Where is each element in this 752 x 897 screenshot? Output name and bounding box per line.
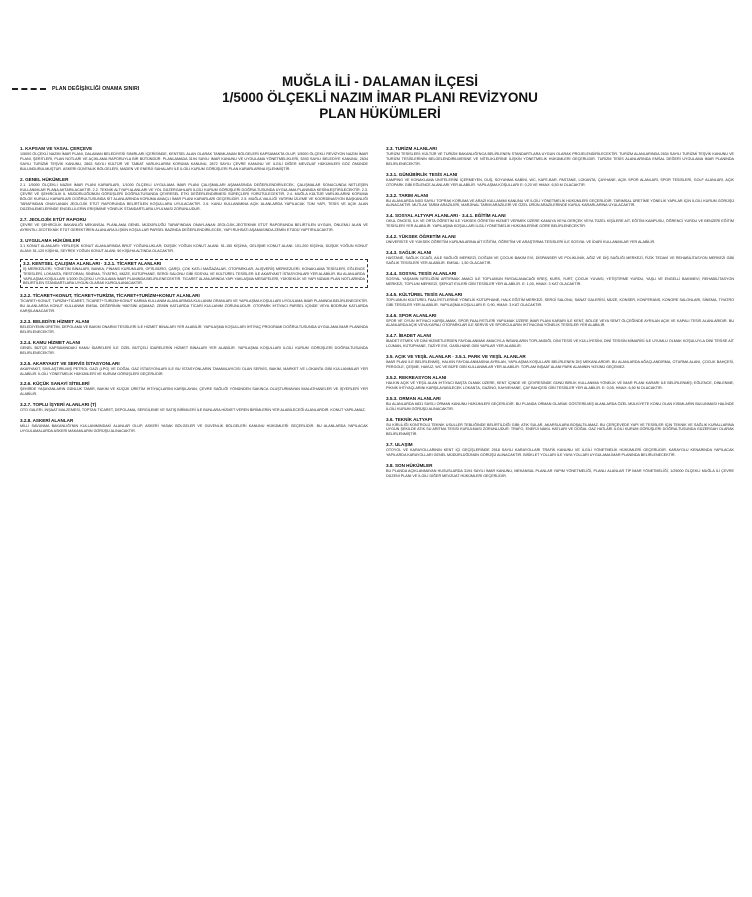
regulation-section [386, 271, 734, 287]
title-plan: 1/5000 ÖLÇEKLİ NAZIM İMAR PLANI REVİZYONU [222, 90, 538, 105]
section-text: 3.1 KONUT ALANLARI: YERLEŞİK KONUT ALANLARINDA BRÜT YOĞUNLUKLAR; DÜŞÜK YOĞUN KONUT ALANI: 51-150 KİŞİ/HA, GELİŞME KONUT ALANI: 101-200 KİŞİ/HA, DÜŞÜK YOĞUN KONUT ALANI: 51-120 KİŞİ/HA, SEYREK YOĞUN KONUT ALANI: 50 KİŞİ/HA ALTINDA OLACAKTIR. [20, 243, 368, 253]
regulation-section [20, 293, 368, 314]
regulation-section [386, 234, 734, 245]
section-heading: 3.2.4. KAMU HİZMET ALANI [20, 339, 81, 345]
section-text: AKARYAKIT, SIVILAŞTIRILMIŞ PETROL GAZI (LPG) VE DOĞAL GAZ İSTASYONLARI İLE BU İSTASYONLARIN TAMAMLAYICISI OLAN SERVİS, BAKIM, MARKET VE LOKANTA GİBİ KULLANIMLAR YER ALABİLİR. İLGİLİ YÖNETMELİK HÜKÜMLERİ VE KURUM GÖRÜŞLERİ GEÇERLİDİR. [20, 366, 368, 376]
legend [12, 86, 139, 92]
title-location: MUĞLA İLİ - DALAMAN İLÇESİ [282, 74, 478, 89]
regulations-body [20, 146, 735, 484]
section-text: ÇEVRE VE ŞEHİRCİLİK BAKANLIĞI MEKANSAL PLANLAMA GENEL MÜDÜRLÜĞÜ TARAFINDAN ONAYLANAN JEOLOJİK-JEOTEKNİK ETÜT RAPORUNDA BELİRTİLEN UYGUN, ÖNLEMLİ ALAN VE AYRINTILI JEOTEKNİK ETÜT GEREKTİREN ALANLARA İLİŞKİN KOŞULLAR PARSEL BAZINDA DEĞERLENDİRİLECEK, YAPI RUHSATI AŞAMASINDA ZEMİN ETÜDÜ YAPTIRILACAKTIR. [20, 223, 368, 232]
section-text: OKUL ÖNCESİ, İLK VE ORTA ÖĞRETİM İLE YÜKSEK ÖĞRETİM HİZMET VERMEK ÜZERE KAMUYA VEYA GERÇEK VEYA TÜZEL KİŞİLERE AİT, EĞİTİM KAMPUSU, ÖĞRENCİ YURDU VE BENZERİ EĞİTİM TESİSLERİ YER ALABİLİR. YAPILAŞMA KOŞULLARI İLGİLİ YÖNETMELİK HÜKÜMLERİNE GÖRE BELİRLENECEKTİR. [386, 219, 734, 229]
section-heading: 3.3. TURİZM ALANLARI [386, 146, 437, 151]
section-heading: 3.5. AÇIK VE YEŞİL ALANLAR · 3.5.1. PARK VE YEŞİL ALANLAR [386, 354, 526, 360]
section-text: İŞ MERKEZLERİ, YÖNETİM BİNALARI, BANKA, FİNANS KURUMLARI, OFİS-BÜRO, ÇARŞI, ÇOK KATLI MAĞAZALAR, OTOPARKLAR, ALIŞVERİŞ MERKEZLERİ, KONAKLAMA TESİSLERİ, EĞLENCE TESİSLERİ, LOKANTA, RESTORAN, SİNEMA, TİYATRO, MÜZE, KÜTÜPHANE, SERGİ SALONU GİBİ SOSYAL VE KÜLTÜREL TESİSLER İLE AKARYAKIT İSTASYONLARI YER ALABİLİR. BU ALANLARDA YAPILAŞMA KOŞULLARI 1/1000 ÖLÇEKLİ UYGULAMA İMAR PLANINDA BELİRLENECEKTİR. TİCARET ALANLARINDA YAPI YAKLAŞMA MESAFELERİ, YÜKSEKLİK VE YAPI NİZAMI PLAN NOTLARINDA BELİRTİLEN STANDARTLARA UYGUN OLARAK KURGULANACAKTIR. [23, 266, 365, 286]
section-text: SU KİRLİLİĞİ KONTROLÜ TEKNİK USULLER TEBLİĞİNDE BELİRTİLDİĞİ GİBİ; ATIK SULAR, AKARSULARA BOŞALTILAMAZ. BU ÇERÇEVEDE YAPI VE TESİSLER İÇİN TEKNİK VE SAĞLIK KURALLARINA UYGUN ŞEKİLDE ATIK SU ARITMA TESİSİ KURULMASI ZORUNLUDUR. TRAFO, ENERJİ NAKİL HATLARI VE DOĞAL GAZ HATLARI İLGİLİ KURUM GÖRÜŞLERİ DOĞRULTUSUNDA GÜZERGAH OLARAK BELİRLENMİŞTİR. [386, 422, 734, 437]
section-text: 1/5000 ÖLÇEKLİ NAZIM İMAR PLANI, DALAMAN BELEDİYESİ SINIRLARI İÇERİSİNDE, KENTSEL ALAN OLARAK TANIMLANAN BÖLGELERİ KAPSAMAKTA OLUP, 1/5000 ÖLÇEKLİ REVİZYON NAZIM İMAR PLANI, ŞERİTLERİ, PLAN NOTLARI VE AÇIKLAMA RAPORUYLA BİR BÜTÜNDÜR. PLANLAMADA 3194 SAYILI İMAR KANUNU VE UYGULAMA YÖNETMELİKLERİ, 5393 SAYILI BELEDİYE KANUNU, 2634 SAYILI TURİZMİ TEŞVİK KANUNU, 2863 SAYILI KÜLTÜR VE TABİAT VARLIKLARINI KORUMA KANUNU, 2872 SAYILI ÇEVRE KANUNU VE İLGİLİ DİĞER MEVZUAT HÜKÜMLERİ GÖZ ÖNÜNDE BULUNDURULMUŞTUR. ASKERİ GÜVENLİK BÖLGELERİ, MADEN VE ENERJİ SAHALARI İLE İLGİLİ KURUM GÖRÜŞLERİ PLAN KARARLARINA İŞLENMİŞTİR. [20, 152, 368, 171]
legend-label: PLAN DEĞİŞİKLİĞİ ONAMA SINIRI [52, 86, 140, 92]
regulation-section [386, 396, 734, 412]
section-heading: 3.2.6. KÜÇÜK SANAYİ SİTELERİ [20, 381, 90, 387]
regulation-section [386, 442, 734, 458]
section-heading: 3.2.8. ASKERİ ALANLAR [20, 418, 74, 424]
section-heading: 3.2. KENTSEL ÇALIŞMA ALANLARI · 3.2.1. TİCARET ALANLARI [23, 260, 162, 266]
regulation-section [20, 418, 368, 434]
regulation-section [20, 177, 368, 212]
section-heading: 3.4. SOSYAL ALTYAPI ALANLARI · 3.4.1. EĞİTİM ALANI [386, 213, 506, 219]
section-heading: 3.2.7. TOPLU İŞYERİ ALANLARI (T) [20, 402, 97, 408]
section-heading: 3.2.3. BELEDİYE HİZMET ALANI [20, 319, 90, 325]
section-heading: 3.2.2. TİCARET+KONUT, TİCARET+TURİZM, TİCARET+TURİZM+KONUT ALANLARI [20, 293, 200, 299]
section-heading: 2. GENEL HÜKÜMLER [20, 176, 69, 182]
regulation-section [20, 361, 368, 377]
section-heading: 1. KAPSAM VE YASAL ÇERÇEVE [20, 146, 93, 151]
regulation-section [386, 146, 734, 167]
regulation-section [386, 193, 734, 209]
section-heading: 3.4.2. YÜKSEK ÖĞRETİM ALANI [386, 234, 456, 240]
section-text: İMAR PLANI İLE BELİRLENMİŞ, HALKIN FAYDALANMASINA AYRILAN, YAPILAŞMA KOŞULLARI BELİRLENEN DIŞ MEKANLARDIR. BU ALANLARDA AĞAÇLANDIRMA, OTURMA ALANI, ÇOCUK BAHÇESİ, PERGOLE, ÇEŞME, HAVUZ, WC VE BÜFE GİBİ KULLANIMLAR YER ALABİLİR. TOPLAM İNŞAAT ALANI PARK ALANININ %3'ÜNÜ GEÇEMEZ. [386, 360, 734, 370]
section-heading: 3.4.3. SAĞLIK ALANI [386, 250, 432, 256]
plan-boundary-line-symbol [12, 88, 46, 90]
section-text: TOPLUMUN KÜLTÜREL FAALİYETLERİNE YÖNELİK KÜTÜPHANE, HALK EĞİTİM MERKEZİ, SERGİ SALONU, SANAT GALERİSİ, MÜZE, KONSER, KONFERANS, KONGRE SALONLARI, SİNEMA, TİYATRO GİBİ TESİSLER YER ALABİLİR. YAPILAŞMA KOŞULLARI E: 0,90, HMAX: 3 KAT OLACAKTIR. [386, 297, 734, 307]
section-text: SOSYAL YAŞAMIN NİTELİĞİNİ ARTIRMAK AMACI İLE TOPLUMUN FAYDALANACAĞI KREŞ, KURS, YURT, ÇOCUK YUVASI, YETİŞTİRME YURDU, YAŞLI VE ENGELLİ BAKIMEVİ, REHABİLİTASYON MERKEZİ, TOPLUM MERKEZİ, ŞEFKAT EVLERİ GİBİ TESİSLER YER ALABİLİR. E: 1,00, HMAX: 3 KAT OLACAKTIR. [386, 276, 734, 286]
section-heading: 3.6. TEKNİK ALTYAPI [386, 416, 433, 422]
section-text: TURİZM TESİSLERİ; KÜLTÜR VE TURİZM BAKANLIĞI'NCA BELİRLENEN STANDARTLARA UYGUN OLARAK PROJELENDİRİLECEKTİR. TURİZM ALANLARINDA 2634 SAYILI TURİZMİ TEŞVİK KANUNU VE TURİZM TESİSLERİNİN BELGELENDİRİLMESİNE VE NİTELİKLERİNE İLİŞKİN YÖNETMELİK HÜKÜMLERİ GEÇERLİDİR. TURİZM TESİS ALANLARINDA EMSAL DEĞERİ UYGULAMA İMAR PLANINDA BELİRLENECEKTİR. [386, 152, 734, 166]
regulation-section [386, 172, 734, 188]
regulation-section [20, 402, 368, 413]
regulation-section [386, 333, 734, 349]
section-heading: 3.3.2. TARIM ALANI [386, 192, 429, 198]
section-heading: 3.8. SON HÜKÜMLER [386, 463, 433, 469]
section-text: OTO GALERİ, İNŞAAT MALZEMESİ, TOPTAN TİCARET, DEPOLAMA, SERGİLEME VE SATIŞ BİRİMLERİ İLE BUNLARA HİZMET VEREN BİRİMLERİN YER ALABİLECEĞİ ALANLARDIR. KONUT YAPILAMAZ. [20, 408, 366, 413]
regulation-section [386, 313, 734, 329]
section-text: BU ALANLARDA 6831 SAYILI ORMAN KANUNU HÜKÜMLERİ GEÇERLİDİR. BU PLANDA ORMAN OLARAK GÖSTERİLMİŞ ALANLARDA ÖZEL MÜLKİYETE KONU OLAN KISIMLARIN BULUNMASI HALİNDE İLGİLİ KURUM GÖRÜŞÜ ALINACAKTIR. [386, 401, 734, 411]
section-text: GENEL BÜTÇE KAPSAMINDAKİ KAMU İDARELERİ İLE ÖZEL BÜTÇELİ İDARELERİN HİZMET BİNALARI YER ALABİLİR. YAPILAŞMA KOŞULLARI İLGİLİ KURUM GÖRÜŞLERİ DOĞRULTUSUNDA BELİRLENECEKTİR. [20, 345, 368, 355]
regulation-section [20, 381, 368, 397]
section-heading: 3.7. ULAŞIM [386, 442, 413, 448]
section-text: BELEDİYENİN ÜRETİM, DEPOLAMA VE BAKIM ONARIM TESİSLERİ İLE HİZMET BİNALARI YER ALABİLİR. YAPILAŞMA KOŞULLARI İHTİYAÇ PROGRAMI DOĞRULTUSUNDA UYGULAMA İMAR PLANINDA BELİRLENECEKTİR. [20, 325, 368, 334]
regulation-section [386, 292, 734, 308]
regulation-section [20, 259, 368, 289]
section-heading: 3.4.7. İBADET ALANI [386, 333, 432, 339]
regulation-section [386, 213, 734, 229]
section-heading: 3.5.2. REKREASYON ALANI [386, 374, 447, 380]
regulation-section [20, 217, 368, 233]
section-heading: 3.4.6. SPOR ALANLARI [386, 312, 437, 318]
regulation-section [20, 238, 368, 254]
section-heading: 2.7. JEOLOJİK ETÜT RAPORU [20, 217, 87, 223]
section-text: BU ALANLARDA 5403 SAYILI TOPRAK KORUMA VE ARAZİ KULLANIMI KANUNU VE İLGİLİ YÖNETMELİK HÜKÜMLERİ GEÇERLİDİR. TARIMSAL ÜRETİME YÖNELİK YAPILAR İÇİN İLGİLİ KURUM GÖRÜŞÜ ALINACAKTIR. MUTLAK TARIM ARAZİLERİ, MARJİNAL TARIM ARAZİLERİ VE ÖZEL ÜRÜN ARAZİLERİNDE KURUL KARARLARINA UYULACAKTIR. [386, 198, 734, 208]
section-heading: 3.3.1. GÜNÜBİRLİK TESİS ALANI [386, 171, 458, 177]
regulation-section [20, 319, 368, 335]
regulation-section [386, 250, 734, 266]
regulation-section [386, 354, 734, 370]
section-heading: 3.2.5. AKARYAKIT VE SERVİS İSTASYONLARI [20, 360, 120, 366]
section-text: ÜNİVERSİTE VE YÜKSEK ÖĞRETİM KURUMLARINA AİT EĞİTİM, ÖĞRETİM VE ARAŞTIRMA TESİSLERİ İLE SOSYAL VE İDARİ KULLANIMLAR YER ALABİLİR. [386, 240, 656, 245]
section-text: KAMPING VE KONAKLAMA ÜNİTELERİNİ İÇERMEYEN, DUŞ, SOYUNMA KABİNİ, WC, KAFE-BAR, PASTANE, LOKANTA, ÇAYHANE, AÇIK SPOR ALANLARI, SPOR TESİSLERİ, GOLF ALANLARI, AÇIK OTOPARK GİBİ EĞLENCE ALANLARI YER ALABİLİR. YAPILAŞMA KOŞULLARI E: 0,20 VE HMAX: 6,50 M OLACAKTIR. [386, 177, 734, 187]
section-heading: 3.5.3. ORMAN ALANLARI [386, 395, 441, 401]
section-text: İBADET ETMEK VE DİNİ HİZMETLERDEN FAYDALANMAK AMACIYLA İNSANLARIN TOPLANDIĞI, DİNİ TESİS VE KÜLLİYESİNİ, DİNİ TESİSİN MİMARİSİ İLE UYUMLU OLMAK KOŞULUYLA DİNİ TESİSE AİT LOJMAN, KÜTÜPHANE, TAZİYE EVİ, GASİLHANE GİBİ YAPILAR YER ALABİLİR. [386, 339, 734, 349]
regulation-section [386, 375, 734, 391]
regulation-section [386, 463, 734, 479]
section-text: HASTANE, SAĞLIK OCAĞI, AİLE SAĞLIĞI MERKEZİ, DOĞUM VE ÇOCUK BAKIM EVİ, DİSPANSER VE POLİKLİNİK, AĞIZ VE DİŞ SAĞLIĞI MERKEZİ, FİZİK TEDAVİ VE REHABİLİTASYON MERKEZİ GİBİ SAĞLIK TESİSLERİ YER ALABİLİR. EMSAL: 1,50 OLACAKTIR. [386, 256, 734, 265]
right-column [386, 146, 734, 484]
section-text: ŞEHİRDE YAŞAYANLARIN GÜNLÜK TAMİR, BAKIM VE KÜÇÜK ÜRETİM İHTİYAÇLARINI KARŞILAYAN, ÇEVRE SAĞLIĞI YÖNÜNDEN SAKINCA OLUŞTURMAYAN İMALATHANELER VE İŞYERLERİ YER ALABİLİR. [20, 387, 368, 397]
section-text: OTOYOL VE KARAYOLLARININ KENT İÇİ GEÇİŞLERİNDE 2918 SAYILI KARAYOLLARI TRAFİK KANUNU VE İLGİLİ YÖNETMELİK HÜKÜMLERİ GEÇERLİDİR. KARAYOLU KENARINDA YAPILACAK YAPILARDA KARAYOLLARI GENEL MÜDÜRLÜĞÜNÜN GÖRÜŞÜ ALINACAKTIR. BİSİKLET YOLLARI İLE YAYA YOLLARI UYGULAMA İMAR PLANINDA BELİRLENECEKTİR. [386, 448, 734, 458]
section-text: 2.1. 1/5000 ÖLÇEKLİ NAZIM İMAR PLANI KARARLARI, 1/1000 ÖLÇEKLİ UYGULAMA İMAR PLANI ÇALIŞMALARI AŞAMASINDA DEĞERLENDİRİLECEK, ÇALIŞMALAR SONUCUNDA NETLEŞEN KULLANIMLAR PLANA AKTARILACAKTIR. 2.2. TEKNİK ALTYAPI ALANLARI VE YOL GÜZERGAHLARI İLGİLİ KURUM GÖRÜŞLERİ DOĞRULTUSUNDA UYGULAMA PLANINDA KESİNLEŞTİRİLECEKTİR. 2.3. ÇEVRE VE ŞEHİRCİLİK İL MÜDÜRLÜĞÜNÜN GÖRÜŞLERİ DOĞRULTUSUNDA ÇEVRESEL ETKİ DEĞERLENDİRMESİ SÜREÇLERİ YÜRÜTÜLECEKTİR. 2.4. MUĞLA KÜLTÜR VARLIKLARINI KORUMA BÖLGE KURULU KARARLARI DOĞRULTUSUNDA SİT ALANLARINDA KORUMA AMAÇLI İMAR PLANI KARARLARI GEÇERLİDİR. 2.5. MUĞLA VALİLİĞİ YATIRIM İZLEME VE KOORDİNASYON BAŞKANLIĞI TARAFINDAN ONAYLANAN JEOLOJİK ETÜT RAPORUNDA BELİRTİLEN KOŞULLARA UYULACAKTIR. 2.6. KANU KULLANIMINA AÇIK ALANLARDA YAPILACAK TÜM YAPI, TESİS VE AÇIK ALAN DÜZENLEMELERİNDE ENGELLİLERİN ERİŞİMİNE YÖNELİK STANDARTLARA UYULMASI ZORUNLUDUR. [20, 182, 368, 212]
title-block [200, 74, 560, 122]
regulation-section [20, 146, 368, 172]
section-text: TİCARET+KONUT, TURİZM+TİCARET, TİCARET+TURİZM+KONUT KARMA KULLANIM ALANLARINDA KULLANIM ORANLARI VE YAPILAŞMA KOŞULLARI UYGULAMA İMAR PLANINDA BELİRLENECEKTİR. BU ALANLARDA KONUT KULLANIMI EMSAL DEĞERİNİN %50'SİNİ AŞAMAZ; ZEMİN KATLARDA TİCARİ KULLANIM ZORUNLUDUR. OTOPARK İHTİYACI PARSEL İÇİNDE VEYA BODRUM KATLARDA KARŞILANACAKTIR. [20, 299, 368, 314]
section-text: HALKIN AÇIK VE YEŞİL ALAN İHTİYACI BAŞTA OLMAK ÜZERE, KENT İÇİNDE VE ÇEVRESİNDE GÜNÜ BİRLİK KULLANIMA YÖNELİK VE İMAR PLANI KARARI İLE BELİRLENMİŞ; EĞLENCE, DİNLENME, PİKNİK İHTİYAÇLARINI KARŞILAYABİLECEK LOKANTA, GAZİNO, KAHVEHANE, ÇAY BAHÇESİ GİBİ TESİSLER YER ALABİLİR. E: 0,05, HMAX: 6,50 M OLACAKTIR. [386, 380, 734, 390]
section-heading: 3.4.5. KÜLTÜREL TESİS ALANLARI [386, 291, 463, 297]
section-text: BU PLANDA AÇIKLANMAYAN HUSUSLARDA 3194 SAYILI İMAR KANUNU, MEKANSAL PLANLAR YAPIM YÖNETMELİĞİ, PLANLI ALANLAR TİP İMAR YÖNETMELİĞİ, 1/25000 ÖLÇEKLİ MUĞLA İLİ ÇEVRE DÜZENİ PLANI VE İLGİLİ DİĞER MEVZUAT HÜKÜMLERİ GEÇERLİDİR. [386, 469, 734, 478]
left-column [20, 146, 368, 484]
title-subject: PLAN HÜKÜMLERİ [319, 106, 441, 121]
section-heading: 3.4.4. SOSYAL TESİS ALANLARI [386, 270, 457, 276]
regulation-section [386, 417, 734, 438]
section-text: MİLLİ SAVUNMA BAKANLIĞI'NIN KULLANIMINDAKİ ALANLAR OLUP, ASKERİ YASAK BÖLGELER VE GÜVENLİK BÖLGELERİ KANUNU HÜKÜMLERİ GEÇERLİDİR. BU ALANLARDA YAPILACAK UYGULAMALARDA ASKERİ MAKAMLARIN GÖRÜŞÜ ALINACAKTIR. [20, 424, 368, 434]
section-text: SPOR VE OYUN İHTİYACI KARŞILAMAK, SPOR FAALİYETLERİ YAPILMAK ÜZERE İMAR PLANI KARARI İLE KENT, BÖLGE VEYA SEMT ÖLÇEĞİNDE AYRILAN AÇIK VE KAPALI TESİS ALANLARIDIR. BU ALANLARDA AÇIK VEYA KAPALI OTOPARKLAR İLE SERVİS VE SPORCULARIN İHTİYACINA YÖNELİK TESİSLER YER ALABİLİR. [386, 318, 734, 328]
regulation-section [20, 340, 368, 356]
section-heading: 3. UYGULAMA HÜKÜMLERİ [20, 237, 81, 243]
